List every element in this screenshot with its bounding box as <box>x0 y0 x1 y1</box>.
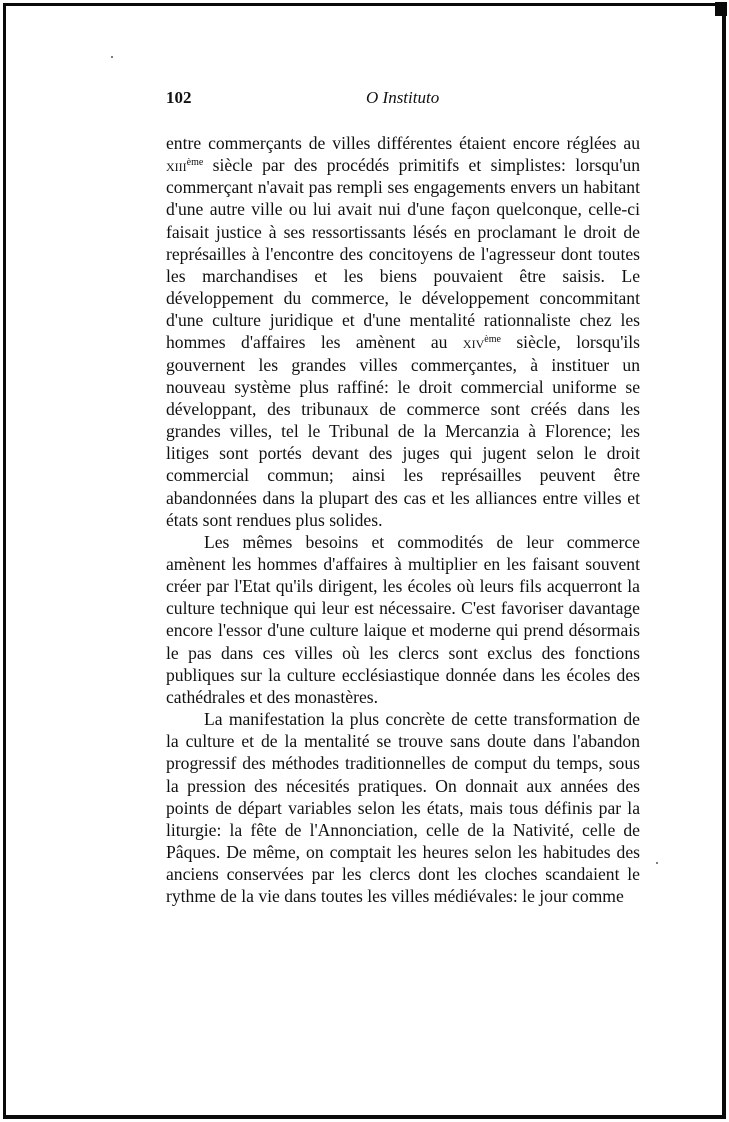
paragraph-2: Les mêmes besoins et commodités de leur commerce amènent les hommes d'affaires à multiplier en les faisant souvent créer par l'Etat qu'ils dirigent, les écoles où leurs fils acquerront la culture technique qui leur est nécessaire. C'est favoriser davantage encore l'essor d'une culture laique et moderne qui prend désormais le pas dans ces villes où les clercs sont exclus des fonctions publiques sur la culture ecclésiastique donnée dans les écoles des cathédrales et des monastères. <box>166 531 640 707</box>
century-numeral-xiv: xiv <box>462 332 485 353</box>
paragraph-1-text-b: siècle par des procédés primitifs et simplistes: lorsqu'un commerçant n'avait pas rempli ses engagements envers un habitant d'une autre ville ou lui avait nui d'une façon quelconque, celle-ci faisait justice à ses ressortissants lésés en proclamant le droit de représailles à l'encontre des concitoyens de l'agresseur dont toutes les marchandises et les biens pouvaient être saisis. Le développement du commerce, le développement concommitant d'une culture juridique et d'une mentalité rationnaliste chez les hommes d'affaires les amènent au <box>166 155 640 353</box>
paragraph-1-text-c: siècle, lorsqu'ils gouvernent les grandes villes commerçantes, à instituer un nouveau système plus raffiné: le droit commercial uniforme se développant, des tribunaux de commerce sont créés dans les grandes villes, tel le Tribunal de la Mercanzia à Florence; les litiges sont portés devant des juges qui jugent selon le droit commercial commun; ainsi les représailles peuvent être abandonnées dans la plupart des cas et les alliances entre villes et états sont rendues plus solides. <box>166 332 640 530</box>
paragraph-3: La manifestation la plus concrète de cette transformation de la culture et de la mentalité se trouve sans doute dans l'abandon progressif des méthodes traditionnelles de comput du temps, sous la pression des nécesités pratiques. On donnait aux années des points de départ variables selon les états, mais tous définis par la liturgie: la fête de l'Annonciation, celle de la Nativité, celle de Pâques. De même, on comptait les heures selon les habitudes des anciens conservées par les clercs dont les cloches scandaient le rythme de la vie dans toutes les villes médiévales: le jour comme <box>166 709 640 907</box>
paragraph-1 <box>166 132 640 531</box>
running-title: O Instituto <box>366 88 440 107</box>
page-header <box>166 88 640 114</box>
page-number: 102 <box>166 88 192 107</box>
ordinal-superscript: ème <box>484 334 501 346</box>
century-numeral-xiii: xiii <box>166 155 187 176</box>
scan-corner-mark <box>715 2 727 16</box>
scan-speck <box>111 56 113 58</box>
scan-speck <box>656 862 658 864</box>
ordinal-superscript: ème <box>186 157 204 169</box>
paragraph-1-text-a: entre commerçants de villes différentes étaient encore réglées au <box>166 133 640 153</box>
text-body <box>166 132 640 907</box>
